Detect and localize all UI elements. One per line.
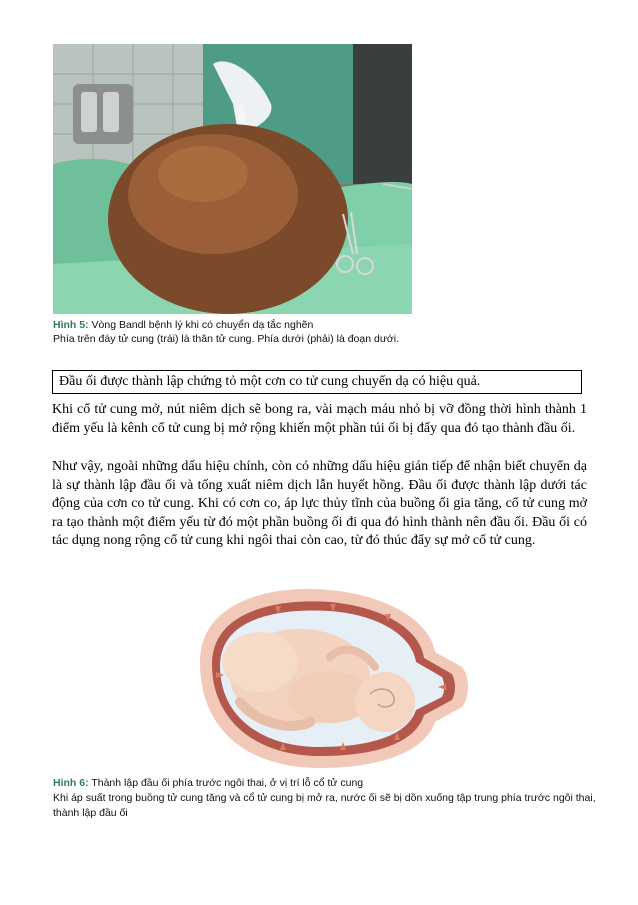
figure-5-title: Vòng Bandl bệnh lý khi có chuyển dạ tắc nghẽn <box>91 319 314 331</box>
figure-6-caption-line1 <box>53 776 598 791</box>
figure-5-caption-line1 <box>53 318 593 332</box>
figure-5-caption <box>53 318 593 346</box>
figure-5-subtitle: Phía trên đáy tử cung (trái) là thân tử cung. Phía dưới (phải) là đoạn dưới. <box>53 333 399 345</box>
figure-6-subtitle: Khi áp suất trong buồng tử cung tăng và cổ tử cung bị mở ra, nước ối sẽ bị dồn xuống tập trung phía trước ngôi thai, thành lập đầu ối <box>53 792 596 819</box>
fetus-uterus-illustration <box>180 582 470 772</box>
figure-5-photo <box>53 44 412 314</box>
figure-6-illustration <box>180 582 470 772</box>
boxed-statement: Đầu ối được thành lập chứng tỏ một cơn co tử cung chuyển dạ có hiệu quả. <box>52 370 582 394</box>
figure-5-label: Hình 5: <box>53 319 89 331</box>
bandl-ring-photo-illustration <box>53 44 412 314</box>
figure-6-caption <box>53 776 598 821</box>
paragraph-2: Như vậy, ngoài những dấu hiệu chính, còn có những dấu hiệu gián tiếp để nhận biết chuyển dạ là sự thành lập đầu ối và tống xuất niêm dịch lẫn huyết hồng. Đầu ối được thành lập dưới tác động của cơn co tử cung. Khi có cơn co, áp lực thủy tĩnh của buồng ối gia tăng, cổ tử cung mở ra tạo thành một điểm yếu từ đó một phần buồng ối đi qua đó hình thành nên đầu ối. Đầu ối có tác dụng nong rộng cổ tử cung khi ngôi thai còn cao, từ đó thúc đẩy sự mở cổ tử cung. <box>52 459 587 548</box>
paragraph-1: Khi cổ tử cung mở, nút niêm dịch sẽ bong ra, vài mạch máu nhỏ bị vỡ đồng thời hình thành 1 điểm yếu là kênh cổ tử cung bị mở rộng khiến một phần túi ối bị đẩy qua đó tạo thành đầu ối. <box>52 402 587 436</box>
figure-6-title: Thành lập đầu ối phía trước ngôi thai, ở vị trí lỗ cổ tử cung <box>91 777 364 789</box>
figure-6-label: Hình 6: <box>53 777 89 789</box>
